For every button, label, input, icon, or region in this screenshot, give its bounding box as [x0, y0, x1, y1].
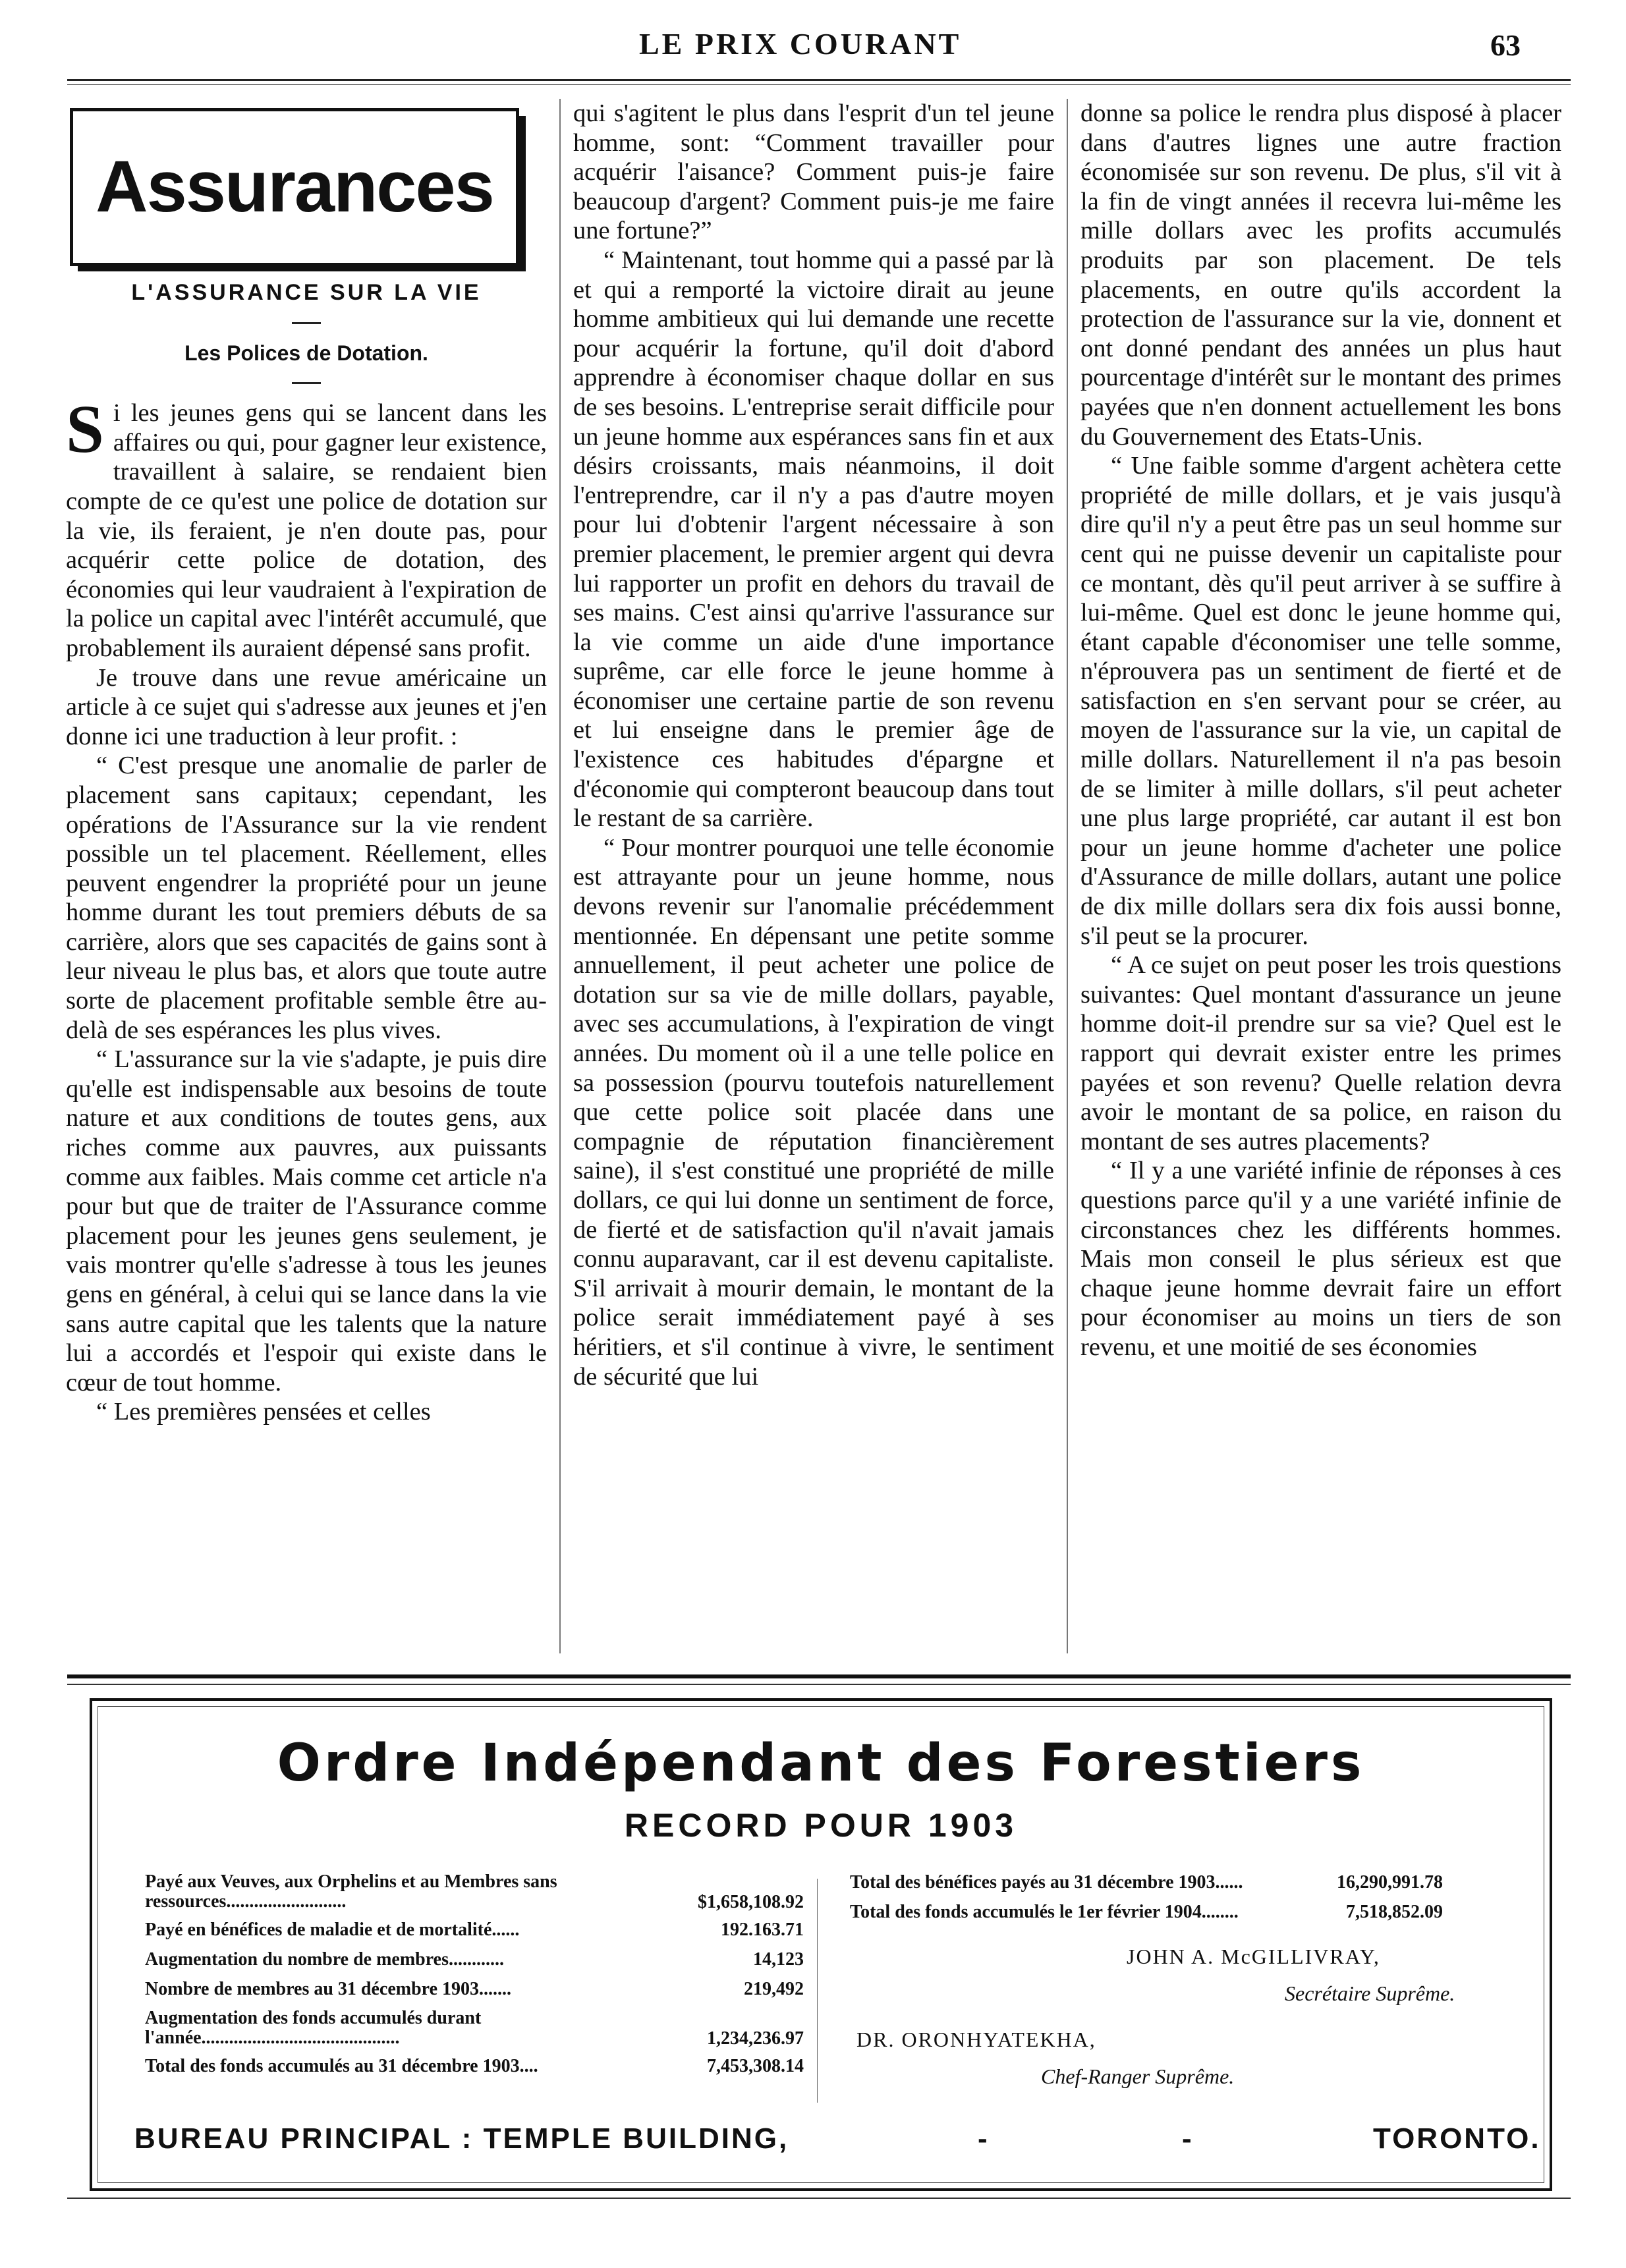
record-row [145, 2056, 804, 2086]
paragraph: Je trouve dans une revue américaine un article à ce sujet qui s'adresse aux jeunes et j'en donne ici une traduction à leur profit. : [66, 663, 547, 750]
paragraph-text: i les jeunes gens qui se lancent dans les affaires ou qui, pour gagner leur existence, travaillent à salaire, se rendaient bien compte de ce qu'est une police de dotation sur la vie, ils feraient, je n'en doute pas, pour acquérir cette police de dotation, des économies qui leur vaudraient à l'expiration de la police un capital avec l'intérêt accumulé, que probablement ils auraient dépensé sans profit. [66, 399, 547, 662]
record-row [145, 2008, 804, 2056]
article-title: L'ASSURANCE SUR LA VIE [131, 280, 482, 305]
column-divider [559, 99, 561, 1653]
running-head [0, 26, 1626, 72]
record-label: Total des fonds accumulés au 31 décembre 1903.... [145, 2056, 538, 2076]
record-table-right [850, 1872, 1443, 1931]
paragraph: “ A ce sujet on peut poser les trois questions suivantes: Quel montant d'assurance un jeune homme doit-il prendre sur sa vie? Quel est le rapport qui devrait exister entre les primes payées et son revenu? Quelle relation devra avoir le montant de sa police, en raison du montant de ses autres placements? [1080, 951, 1561, 1155]
heading-box [70, 108, 519, 266]
record-table-left [145, 1872, 804, 2086]
paragraph: “ Maintenant, tout homme qui a passé par là et qui a remporté la victoire dirait au jeune homme ambitieux qui lui demande une recette pour acquérir la fortune, qu'il doit d'abord apprendre à économiser chaque dollar en sus de ses besoins. L'entreprise serait difficile pour un jeune homme aux espérances sans fin et aux désirs croissants, mais néanmoins, il doit l'entreprendre, car il n'y a pas d'autre moyen pour lui d'obtenir l'argent nécessaire à son premier placement, le premier argent qui devra lui rapporter un profit en dehors du travail de ses mains. C'est ainsi qu'arrive l'assurance sur la vie comme un aide d'une importance suprême, car elle force le jeune homme à économiser une certaine partie de son revenu et lui enseigne dans le premier âge de l'existence ces habitudes d'épargne et d'économie qui compteront beaucoup dans tout le restant de sa carrière. [573, 246, 1054, 833]
record-value: 14,123 [753, 1949, 804, 1970]
section-heading-box [70, 108, 531, 278]
footer-dash: - [978, 2122, 990, 2155]
signatory-1-name: JOHN A. McGILLIVRAY, [1127, 1945, 1380, 1968]
record-label: Total des fonds accumulés le 1er février 1904........ [850, 1902, 1239, 1922]
record-value: 192.163.71 [721, 1920, 804, 1940]
record-label: Augmentation du nombre de membres............ [145, 1949, 504, 1970]
section-heading: Assurances [96, 146, 493, 227]
column-divider [1067, 99, 1068, 1653]
header-rule [67, 79, 1571, 81]
advert-separator-thin [67, 1684, 1571, 1685]
record-row [145, 1949, 804, 1979]
record-row [850, 1902, 1443, 1931]
footer-rule [67, 2198, 1571, 2199]
advert-separator-thick [67, 1674, 1571, 1678]
signatory-2-role: Chef-Ranger Suprême. [1041, 2064, 1235, 2088]
paragraph: “ C'est presque une anomalie de parler de placement sans capitaux; cependant, les opérations de l'Assurance sur la vie rendent possible un tel placement. Réellement, elles peuvent engendrer la propriété pour un jeune homme durant les tout premiers débuts de sa carrière, alors que ses capacités de gains sont à leur niveau le plus bas, et alors que toute autre sorte de placement profitable semble être au-delà de ses espérances les plus vives. [66, 752, 547, 1044]
record-row [145, 1979, 804, 2008]
publication-title: LE PRIX COURANT [639, 27, 962, 61]
paragraph: “ Une faible somme d'argent achètera cette propriété de mille dollars, et je vais jusqu'à dire qu'il n'y a peut être pas un seul homme sur cent qui ne puisse devenir un capitaliste pour ce montant, dès qu'il peut arriver à se suffire à lui-même. Quel est donc le jeune homme qui, étant capable d'économiser une telle somme, n'éprouvera pas un sentiment de fierté et de satisfaction en s'en servant pour se créer, au moyen de l'assurance sur la vie, un capital de mille dollars. Naturellement il n'a pas besoin de se limiter à mille dollars, s'il peut acheter une plus large propriété, car autant il est bon pour un jeune homme d'acheter une police d'Assurance de mille dollars, autant une police de dix mille dollars sera dix fois aussi bonne, s'il peut se la procurer. [1080, 452, 1561, 950]
article-column-3 [1080, 99, 1561, 1362]
paragraph: “ Il y a une variété infinie de réponses à ces questions parce qu'il y a une variété infinie de circonstances chez les différents hommes. Mais mon conseil le plus sérieux est que chaque jeune homme devrait faire un effort pour économiser au moins un tiers de son revenu, et une moitié de ses économies [1080, 1157, 1561, 1361]
footer-dash: - [1182, 2122, 1194, 2155]
advertisement-subtitle: RECORD POUR 1903 [624, 1807, 1018, 1844]
record-value: 1,234,236.97 [707, 2028, 804, 2049]
advertisement-divider [817, 1879, 818, 2103]
advertisement-box [90, 1698, 1552, 2191]
record-row [850, 1872, 1443, 1902]
record-label: Payé en bénéfices de maladie et de mortalité...... [145, 1920, 520, 1940]
paragraph [66, 391, 547, 663]
record-value: 16,290,991.78 [1337, 1872, 1443, 1893]
record-value: $1,658,108.92 [698, 1892, 804, 1912]
head-office-address: BUREAU PRINCIPAL : TEMPLE BUILDING, [134, 2122, 789, 2155]
header-rule-thin [67, 84, 1571, 85]
paragraph: “ Pour montrer pourquoi une telle économie est attrayante pour un jeune homme, nous devons revenir sur l'anomalie précédemment mentionnée. En dépensant une petite somme annuellement, il peut acheter une police de dotation sur sa vie de mille dollars, payable, avec ses accumulations, à l'expiration de vingt années. Du moment où il a une telle police en sa possession (pourvu toutefois naturellement que cette police soit placée dans une compagnie de réputation financièrement saine), il s'est constitué une propriété de mille dollars, ce qui lui donne un sentiment de force, de fierté et de satisfaction qu'il n'avait jamais connu auparavant, car il est devenu capitaliste. S'il arrivait à mourir demain, le montant de la police serait immédiatement payé à ses héritiers, et s'il continue à vivre, le sentiment de sécurité que lui [573, 833, 1054, 1391]
record-label: Nombre de membres au 31 décembre 1903....... [145, 1979, 512, 1999]
paragraph: donne sa police le rendra plus disposé à placer dans d'autres lignes une autre fraction économisée sur son revenu. De plus, s'il vit à la fin de vingt années il recevra lui-même les mille dollars avec les profits accumulés produits par son placement. De tels placements, en outre qu'ils accordent la protection de l'assurance sur la vie, donnent et ont donné pendant des années un plus haut pourcentage d'intérêt sur le montant des primes payées que n'en donnent actuellement les bons du Gouvernement des Etats-Unis. [1080, 99, 1561, 451]
drop-cap: S [66, 391, 104, 468]
paragraph: “ L'assurance sur la vie s'adapte, je puis dire qu'elle est indispensable aux besoins de toute nature et aux conditions de toutes gens, aux riches comme aux pauvres, aux puissants comme aux faibles. Mais comme cet article n'a pour but que de traiter de l'Assurance comme placement pour les jeunes gens seulement, je vais montrer qu'elle s'adresse à tous les jeunes gens en général, à celui qui se lance dans la vie sans autre capital que les talents que la nature lui a accordés et l'espoir qui existe dans le cœur de tout homme. [66, 1045, 547, 1397]
record-row [145, 1920, 804, 1949]
record-label: Total des bénéfices payés au 31 décembre 1903...... [850, 1872, 1243, 1893]
paragraph: “ Les premières pensées et celles [96, 1398, 431, 1426]
record-row [145, 1872, 804, 1920]
record-label: Augmentation des fonds accumulés durant l'année........................................... [145, 2008, 482, 2048]
record-label: Payé aux Veuves, aux Orphelins et au Membres sans ressources.......................... [145, 1872, 557, 1912]
article-subtitle: Les Polices de Dotation. [184, 341, 428, 365]
record-value: 7,453,308.14 [707, 2056, 804, 2076]
head-office-city: TORONTO. [1373, 2122, 1541, 2155]
subtitle-divider [292, 382, 321, 384]
page-number: 63 [1490, 28, 1521, 62]
record-value: 7,518,852.09 [1346, 1902, 1443, 1922]
title-divider [292, 322, 321, 324]
paragraph: qui s'agitent le plus dans l'esprit d'un tel jeune homme, sont: “Comment travailler pour acquérir l'aisance? Comment puis-je faire beaucoup d'argent? Comment puis-je me faire une fortune?” [573, 99, 1054, 245]
article-column-1 [66, 99, 547, 1427]
advertisement-title: Ordre Indépendant des Forestiers [277, 1734, 1365, 1793]
signatory-2-name: DR. ORONHYATEKHA, [856, 2028, 1096, 2051]
record-value: 219,492 [744, 1979, 804, 1999]
signatory-1-role: Secrétaire Suprême. [1285, 1981, 1455, 2005]
article-column-2 [573, 99, 1054, 1391]
